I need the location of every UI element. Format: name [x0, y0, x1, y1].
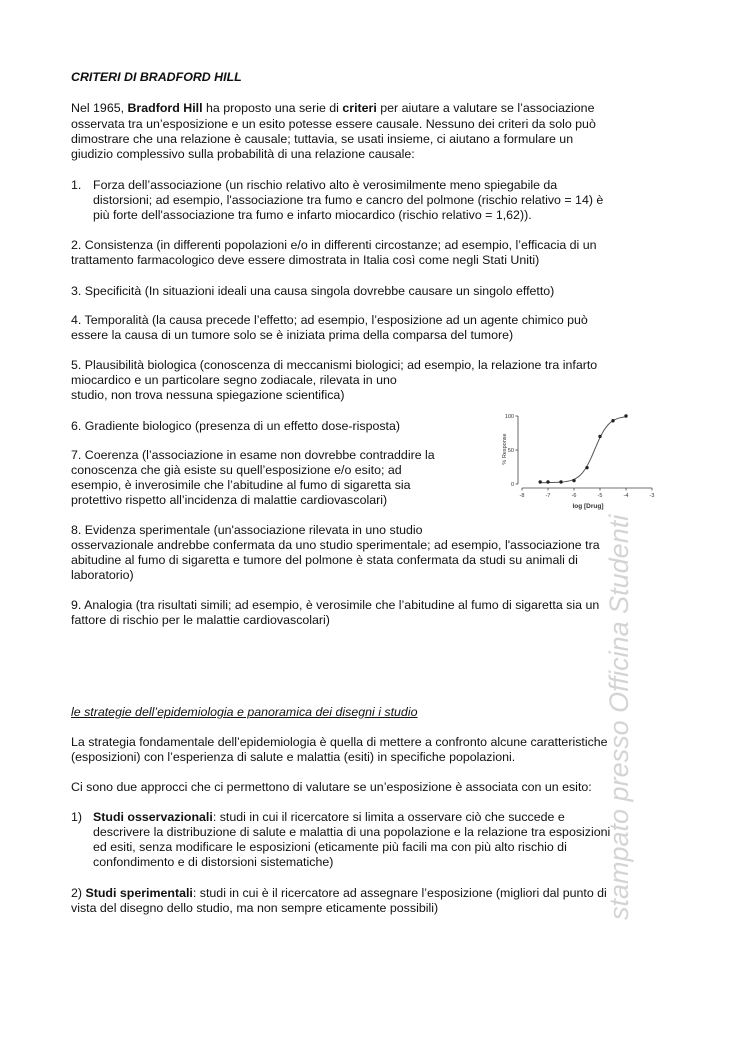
criterion-7-line-4: protettivo rispetto all’incidenza di malattie cardiovascolari)	[71, 493, 388, 507]
intro-bold-name: Bradford Hill	[127, 101, 203, 115]
chart-axes	[505, 414, 655, 499]
intro-bold-criteri: criteri	[342, 101, 377, 115]
y-tick-label: 100	[504, 414, 514, 420]
x-tick-label: -4	[623, 493, 629, 499]
x-axis-label: log [Drug]	[572, 503, 604, 510]
x-tick-label: -5	[597, 493, 603, 499]
observational-line-4: confondimento e di distorsioni sistematiche)	[93, 855, 334, 869]
criterion-9-line-2: fattore di rischio per le malattie cardiovascolari)	[71, 613, 330, 627]
criterion-8-line-1: 8. Evidenza sperimentale (un'associazione rilevata in uno studio	[71, 523, 423, 537]
y-tick-label: 0	[510, 482, 514, 488]
criterion-8-line-4: laboratorio)	[71, 568, 134, 582]
observational-line-1	[93, 810, 565, 825]
criterion-8-line-3: abitudine al fumo di sigaretta e tumore del polmone è stata confermata da studi su animali di	[71, 553, 578, 567]
intro-line-3: dimostrare che una relazione è causale; tuttavia, se usati insieme, ci aiutano a formulare un	[71, 132, 574, 146]
x-tick-label: -8	[519, 493, 525, 499]
x-tick-label: -7	[545, 493, 551, 499]
sigmoid-curve	[540, 417, 625, 483]
criterion-2-line-2: trattamento farmacologico deve essere dimostrata in Italia così come negli Stati Uniti)	[71, 253, 540, 267]
criterion-5-line-2: miocardico e un particolare segno zodiacale, rilevata in uno	[71, 373, 397, 387]
criterion-7-line-1: 7. Coerenza (l’associazione in esame non dovrebbe contraddire la	[71, 448, 435, 462]
intro-text: ha proposto una serie di	[202, 101, 343, 115]
intro-text: per aiutare a valutare se l’associazione	[376, 101, 595, 115]
observational-text: : studi in cui il ricercatore si limita a osservare ciò che succede e	[212, 810, 565, 824]
criterion-1-line-3: più forte dell'associazione tra fumo e infarto miocardico (rischio relativo = 1,62)).	[93, 208, 532, 222]
watermark-text: stampato presso Officina Studenti	[604, 514, 634, 920]
experimental-line-1	[71, 886, 607, 901]
data-point	[546, 480, 549, 483]
criterion-4-line-2: essere la causa di un tumore solo se è iniziata prima della comparsa del tumore)	[71, 328, 514, 342]
criterion-2-line-1: 2. Consistenza (in differenti popolazioni e/o in differenti circostanze; ad esempio, l’efficacia di un	[71, 238, 597, 252]
criterion-6-line-1: 6. Gradiente biologico (presenza di un effetto dose-risposta)	[71, 419, 401, 433]
section-heading: le strategie dell’epidemiologia e panoramica dei disegni i studio	[71, 705, 418, 719]
experimental-line-2: vista del disegno dello studio, ma non sempre eticamente possibili)	[71, 901, 439, 915]
experimental-text: : studi in cui è il ricercatore ad assegnare l’esposizione (migliori dal punto di	[192, 886, 607, 900]
observational-title: Studi osservazionali	[93, 810, 213, 824]
intro-line-2: osservata tra un’esposizione e un esito potesse essere causale. Nessuno dei criteri da solo può	[71, 117, 596, 131]
data-point	[585, 466, 588, 469]
criterion-7-line-3: esempio, è inverosimile che l’abitudine al fumo di sigaretta sia	[71, 478, 411, 492]
observational-line-3: ed esiti, senza modificare le esposizioni (eticamente più facili ma con più alto rischio di	[93, 840, 567, 854]
approaches-line: Ci sono due approcci che ci permettono di valutare se un’esposizione è associata con un esito:	[71, 780, 592, 794]
x-tick-label: -6	[571, 493, 577, 499]
dose-response-chart	[496, 404, 660, 514]
strategy-line-1: La strategia fondamentale dell’epidemiologia è quella di mettere a confronto alcune caratteristiche	[71, 735, 608, 749]
data-point	[624, 414, 627, 417]
criterion-9-line-1: 9. Analogia (tra risultati simili; ad esempio, è verosimile che l’abitudine al fumo di sigaretta sia un	[71, 598, 600, 612]
criterion-5-line-1: 5. Plausibilità biologica (conoscenza di meccanismi biologici; ad esempio, la relazione tra infarto	[71, 358, 598, 372]
observational-number: 1)	[71, 810, 83, 824]
criterion-7-line-2: conoscenza che già esiste su quell’esposizione e/o esito; ad	[71, 463, 402, 477]
criterion-8-line-2: osservazionale andrebbe confermata da uno studio sperimentale; ad esempio, l'associazione tra	[71, 538, 600, 552]
criterion-3-line-1: 3. Specificità (In situazioni ideali una causa singola dovrebbe causare un singolo effetto)	[71, 284, 555, 298]
document-title: CRITERI DI BRADFORD HILL	[71, 70, 242, 84]
strategy-line-2: (esposizioni) con l’esperienza di salute e malattia (esiti) in specifiche popolazioni.	[71, 750, 516, 764]
criterion-5-line-3: studio, non trova nessuna spiegazione scientifica)	[71, 388, 345, 402]
data-point	[598, 435, 601, 438]
x-tick-label: -3	[649, 493, 655, 499]
criterion-4-line-1: 4. Temporalità (la causa precede l’effetto; ad esempio, l’esposizione ad un agente chimico può	[71, 313, 588, 327]
criterion-1-line-1: Forza dell’associazione (un rischio relativo alto è verosimilmente meno spiegabile da	[93, 178, 558, 192]
data-point	[559, 480, 562, 483]
y-tick-label: 50	[507, 448, 514, 454]
intro-line-1	[71, 101, 594, 116]
experimental-title: Studi sperimentali	[85, 886, 193, 900]
criterion-1-number: 1.	[71, 178, 82, 192]
intro-text: Nel 1965,	[71, 101, 128, 115]
experimental-number: 2)	[71, 886, 86, 900]
observational-line-2: descrivere la distribuzione di salute e malattia di una popolazione e la relazione tra esposizioni	[93, 825, 611, 839]
data-point	[572, 479, 575, 482]
data-point	[539, 480, 542, 483]
intro-line-4: giudizio complessivo sulla probabilità di una relazione causale:	[71, 147, 415, 161]
chart-points	[539, 414, 628, 483]
y-axis-label: % Response	[502, 433, 508, 465]
data-point	[611, 419, 614, 422]
criterion-1-line-2: distorsioni; ad esempio, l'associazione tra fumo e cancro del polmone (rischio relativo = 14) è	[93, 193, 604, 207]
